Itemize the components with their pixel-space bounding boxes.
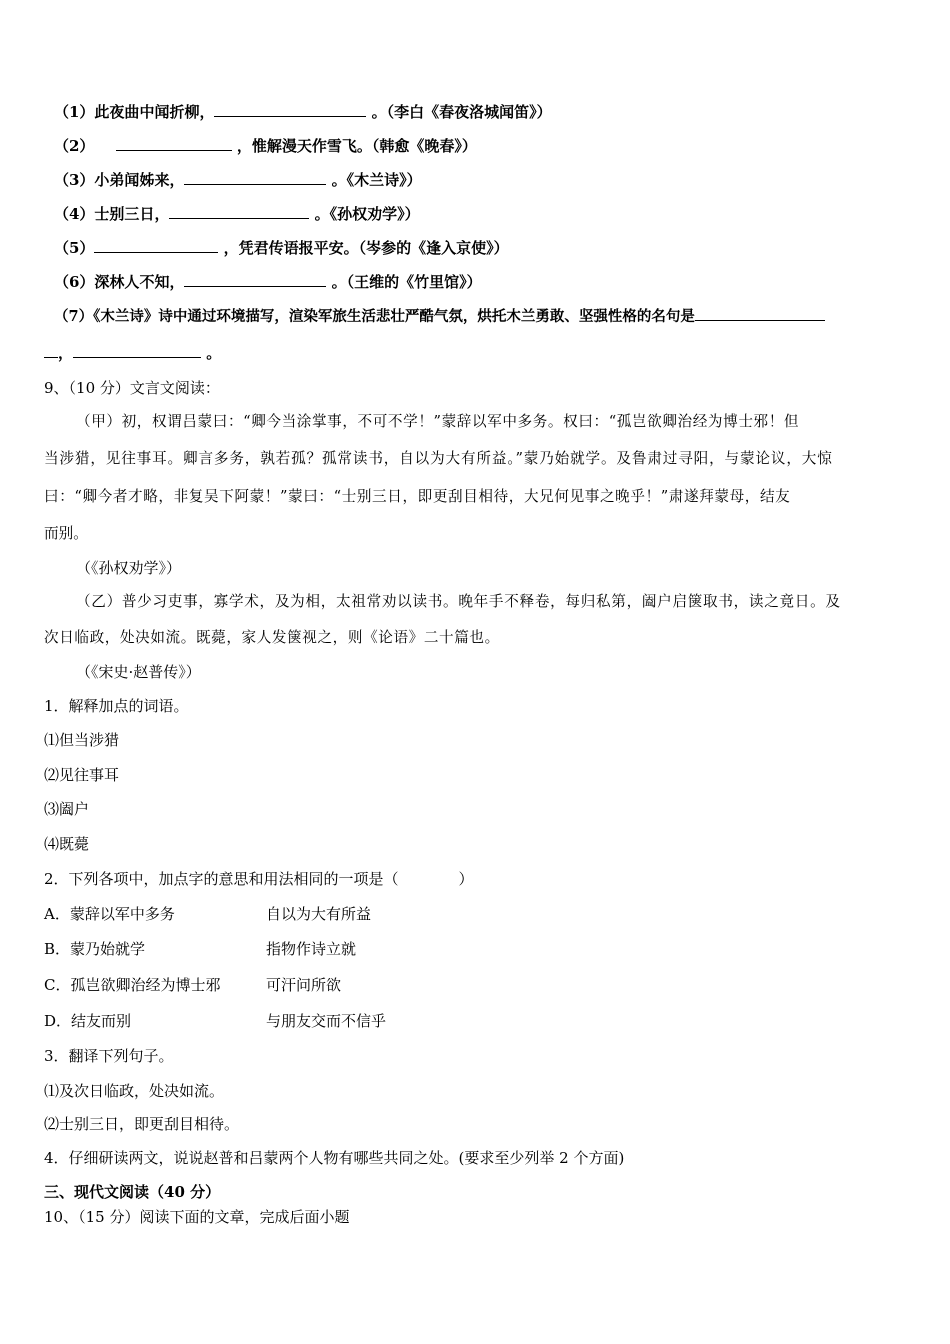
answer-blank <box>44 343 58 358</box>
passage-yi-line: （乙）普少习吏事，寡学术，及为相，太祖常劝以读书。晚年手不释卷，每归私第，阖户启箧取书，读之竟日。及 <box>76 593 841 610</box>
option-a-right: 自以为大有所益 <box>266 905 372 923</box>
option-c-left: C．孤岂欲卿治经为博士邪 <box>44 976 221 994</box>
sub-question-4: 4．仔细研读两文，说说赵普和吕蒙两个人物有哪些共同之处。(要求至少列举 2 个方面) <box>44 1149 625 1167</box>
answer-blank <box>73 343 201 358</box>
fill-blank-5-pre: （5） <box>54 239 95 257</box>
sub-question-3: 3．翻译下列句子。 <box>44 1047 174 1065</box>
answer-blank <box>695 306 825 321</box>
sub-question-1-item: ⑶阖户 <box>44 800 90 818</box>
answer-blank <box>169 204 309 219</box>
sub-question-1-item: ⑴但当涉猎 <box>44 731 120 749</box>
fill-blank-3-post: 。《木兰诗》） <box>326 171 422 189</box>
sub-question-3-item: ⑴及次日临政，处决如流。 <box>44 1082 225 1100</box>
fill-blank-5-post: ，凭君传语报平安。（岑参的《逢入京使》） <box>218 239 509 257</box>
sub-question-1-item: ⑵见往事耳 <box>44 766 120 784</box>
fill-blank-7-pre: （7）《木兰诗》诗中通过环境描写，渲染军旅生活悲壮严酷气氛，烘托木兰勇敢、坚强性格的名句是 <box>54 308 695 325</box>
fill-blank-4-post: 。《孙权劝学》） <box>309 205 420 223</box>
option-c-right: 可汗问所欲 <box>266 976 342 994</box>
fill-blank-3 <box>54 170 422 190</box>
fill-blank-7-mid: ， <box>58 344 74 362</box>
option-d-left: D．结友而别 <box>44 1012 132 1030</box>
option-b-right: 指物作诗立就 <box>266 940 357 958</box>
option-a-left: A．蒙辞以军中多务 <box>44 905 175 923</box>
fill-blank-2-pre: （2） <box>54 137 100 155</box>
sub-question-2: 2．下列各项中，加点字的意思和用法相同的一项是（ ） <box>44 870 474 888</box>
passage-jia-line: 曰：“卿今者才略，非复吴下阿蒙！”蒙曰：“士别三日，即更刮目相待，大兄何见事之晚乎！”肃遂拜蒙母，结友 <box>44 488 791 505</box>
passage-yi-source: （《宋史·赵普传》） <box>76 663 201 681</box>
answer-blank <box>184 170 326 185</box>
sub-question-1: 1．解释加点的词语。 <box>44 697 189 715</box>
answer-blank <box>116 136 232 151</box>
passage-jia-source: （《孙权劝学》） <box>76 559 182 577</box>
fill-blank-1-pre: （1）此夜曲中闻折柳， <box>54 103 215 121</box>
sub-question-1-item: ⑷既薨 <box>44 835 90 853</box>
fill-blank-7 <box>54 306 825 327</box>
fill-blank-5 <box>54 238 509 258</box>
passage-yi-line: 次日临政，处决如流。既薨，家人发箧视之，则《论语》二十篇也。 <box>44 629 500 646</box>
option-b-left: B．蒙乃始就学 <box>44 940 146 958</box>
answer-blank <box>184 272 326 287</box>
q9-header: 9、（10 分）文言文阅读： <box>44 379 220 397</box>
fill-blank-2-post: ，惟解漫天作雪飞。（韩愈《晚春》） <box>231 137 477 155</box>
fill-blank-6-post: 。（王维的《竹里馆》） <box>326 273 482 291</box>
fill-blank-1 <box>54 102 552 122</box>
q10-header: 10、（15 分）阅读下面的文章，完成后面小题 <box>44 1208 350 1226</box>
fill-blank-2 <box>54 136 477 156</box>
fill-blank-4 <box>54 204 420 224</box>
option-d-right: 与朋友交而不信乎 <box>266 1012 387 1030</box>
fill-blank-6 <box>54 272 482 292</box>
passage-jia-line: 当涉猎，见往事耳。卿言多务，孰若孤？孤常读书，自以为大有所益。”蒙乃始就学。及鲁肃过寻阳，与蒙论议，大惊 <box>44 450 833 467</box>
fill-blank-7-post: 。 <box>201 344 222 362</box>
fill-blank-7-cont <box>44 343 221 363</box>
answer-blank <box>94 238 218 253</box>
fill-blank-1-post: 。（李白《春夜洛城闻笛》） <box>366 103 552 121</box>
fill-blank-6-pre: （6）深林人不知， <box>54 273 185 291</box>
fill-blank-4-pre: （4）士别三日， <box>54 205 170 223</box>
passage-jia-line: （甲）初，权谓吕蒙曰：“卿今当涂掌事，不可不学！”蒙辞以军中多务。权曰：“孤岂欲卿治经为博士邪！但 <box>76 413 800 430</box>
passage-jia-line: 而别。 <box>44 525 88 542</box>
answer-blank <box>214 102 366 117</box>
fill-blank-3-pre: （3）小弟闻姊来， <box>54 171 185 189</box>
sub-question-3-item: ⑵士别三日，即更刮目相待。 <box>44 1115 240 1133</box>
section-3-title: 三、现代文阅读（40 分） <box>44 1183 221 1201</box>
